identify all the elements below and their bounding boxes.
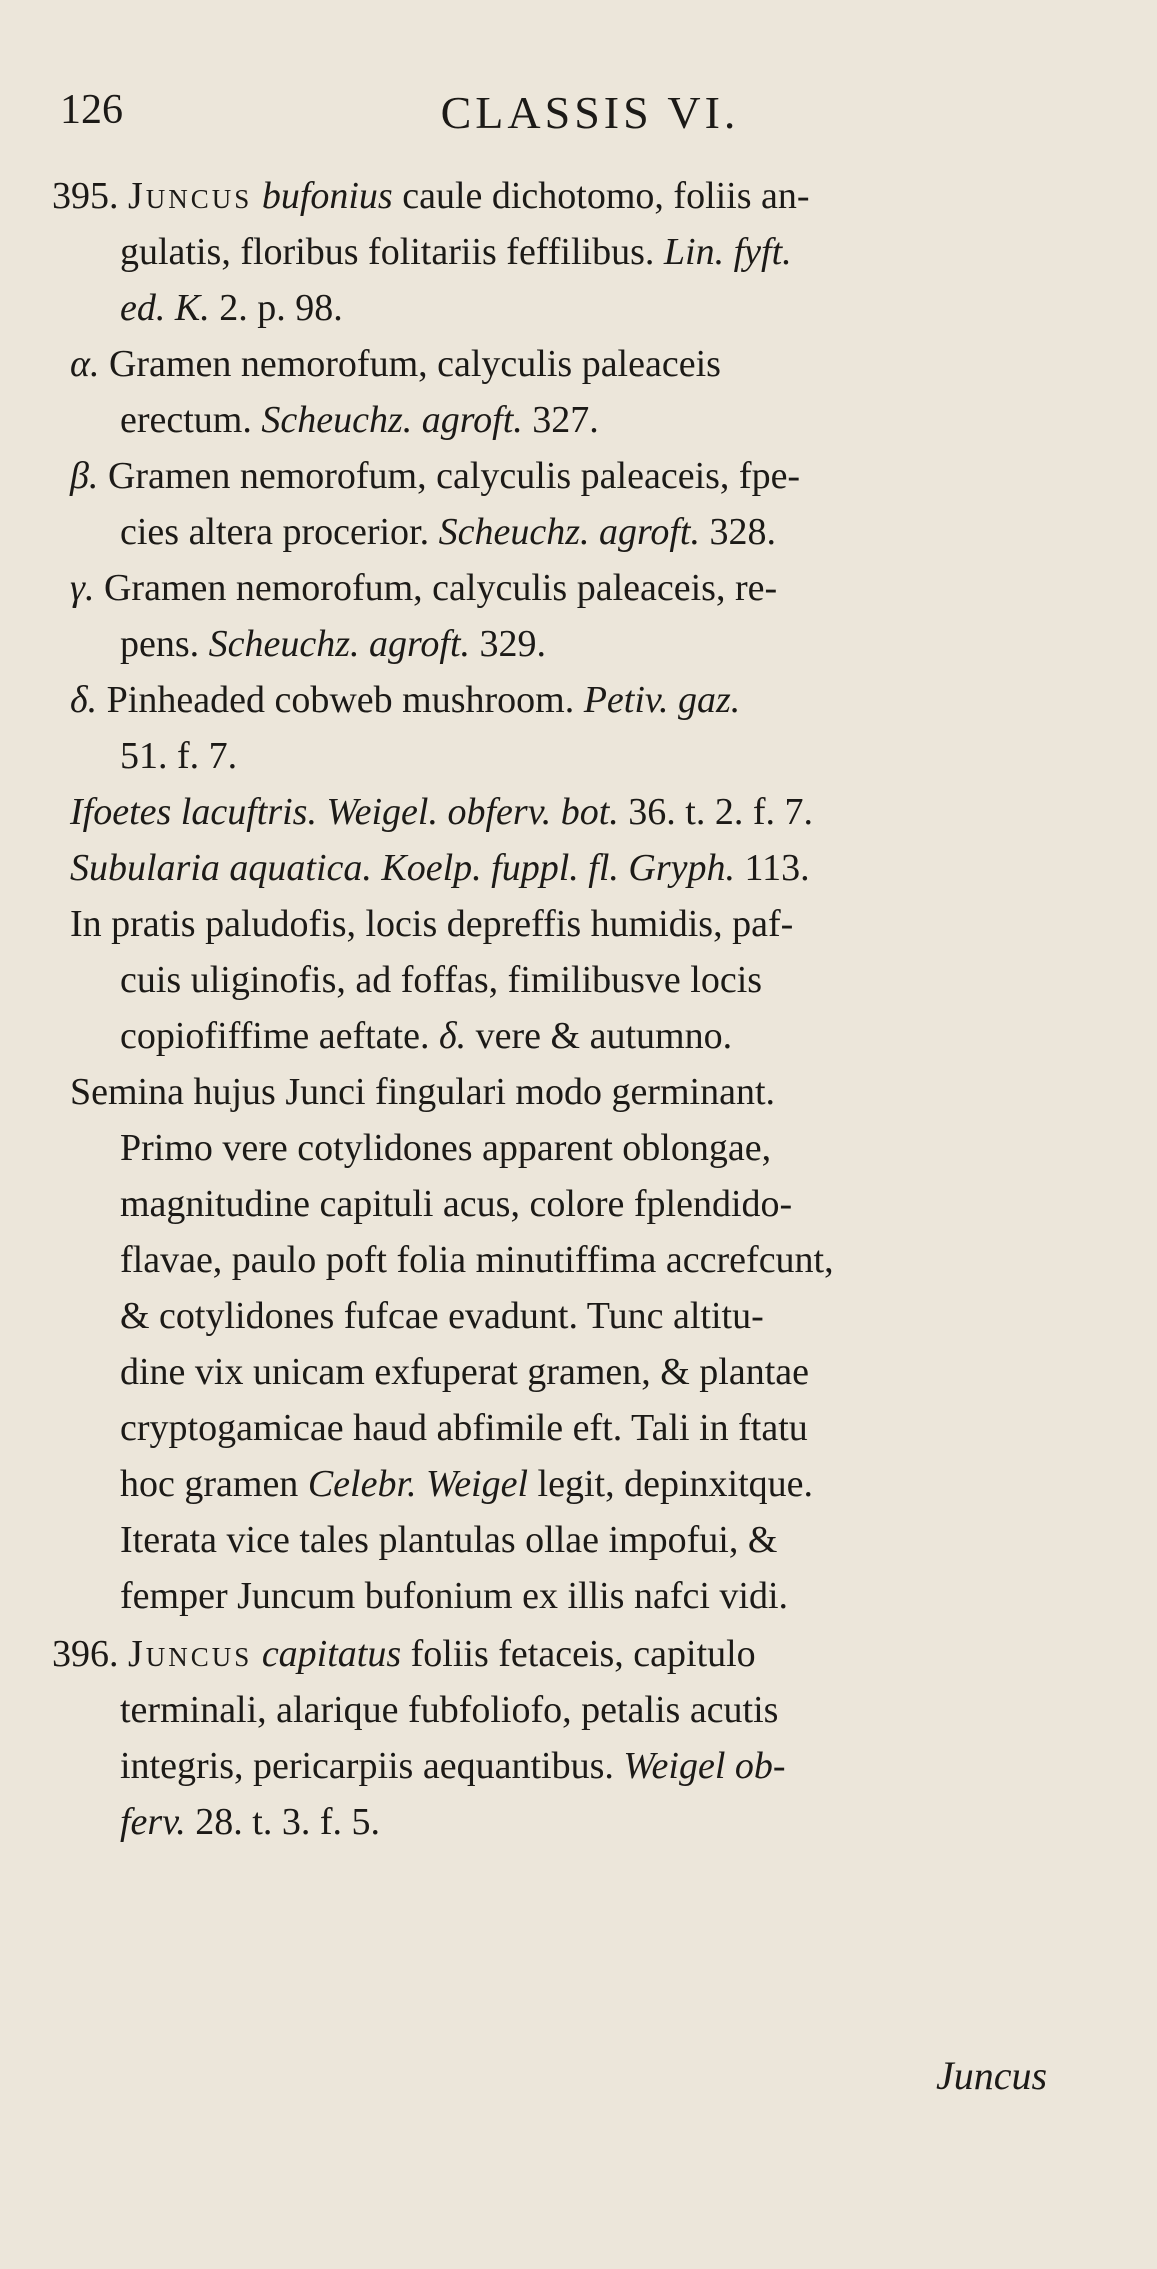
running-title: CLASSIS VI. xyxy=(440,87,740,138)
text-segment: Scheuchz. agroft. xyxy=(261,399,523,441)
text-segment: cies altera procerior. xyxy=(120,511,439,553)
text-segment: Gramen nemorofum, calyculis paleaceis, re- xyxy=(103,567,778,609)
text-segment: 2. p. 98. xyxy=(209,287,343,329)
text-segment: ferv. xyxy=(120,1801,186,1843)
catchword: Juncus xyxy=(936,2053,1048,2098)
text-segment: Petiv. gaz. xyxy=(583,679,741,721)
text-segment: Scheuchz. agroft. xyxy=(208,623,471,665)
text-segment: In pratis paludofis, locis depreffis humidis, paf- xyxy=(70,903,794,945)
text-segment: 396. xyxy=(52,1633,128,1675)
text-line xyxy=(120,224,792,280)
page-header xyxy=(60,86,1120,146)
text-segment: hoc gramen xyxy=(120,1463,308,1505)
text-segment: cuis uliginofis, ad foffas, fimilibusve locis xyxy=(120,959,763,1001)
text-line xyxy=(120,1738,786,1794)
text-segment: gulatis, floribus folitariis feffilibus. xyxy=(120,231,664,273)
text-line xyxy=(120,1344,809,1400)
text-segment: Pinheaded cobweb mushroom. xyxy=(106,679,584,721)
text-segment: Lin. fyft. xyxy=(663,231,792,273)
text-segment xyxy=(252,175,262,217)
text-segment: Semina hujus Junci fingulari modo germinant. xyxy=(70,1071,776,1113)
text-segment: Gramen nemorofum, calyculis paleaceis, fpe- xyxy=(107,455,801,497)
text-segment xyxy=(252,1633,262,1675)
text-segment: 328. xyxy=(700,511,776,553)
text-line xyxy=(120,1682,778,1738)
text-segment: 395. xyxy=(52,175,128,217)
text-segment: 113. xyxy=(734,847,810,889)
text-segment: Iterata vice tales plantulas ollae impofui, & xyxy=(120,1519,778,1561)
text-segment: & cotylidones fufcae evadunt. Tunc altitu- xyxy=(120,1295,764,1337)
text-line xyxy=(70,784,813,840)
text-segment: pens. xyxy=(120,623,209,665)
text-segment: Ifoetes lacuftris. Weigel. obferv. bot. xyxy=(70,791,619,833)
text-segment: foliis fetaceis, capitulo xyxy=(401,1633,756,1675)
text-segment: Juncus xyxy=(128,1633,253,1675)
text-segment: bufonius xyxy=(261,175,393,217)
text-line xyxy=(70,896,793,952)
text-segment: Juncus xyxy=(128,175,253,217)
text-segment: erectum. xyxy=(120,399,262,441)
text-segment: α. xyxy=(70,343,109,385)
text-segment: ed. K. xyxy=(120,287,210,329)
text-line xyxy=(120,1232,834,1288)
text-line xyxy=(120,1456,813,1512)
text-line xyxy=(70,840,810,896)
text-line xyxy=(120,616,546,672)
text-line xyxy=(120,952,762,1008)
text-line xyxy=(120,504,776,560)
text-line xyxy=(52,1626,756,1682)
text-segment: Primo vere cotylidones apparent oblongae, xyxy=(120,1127,772,1169)
text-line xyxy=(120,1512,777,1568)
text-segment: cryptogamicae haud abfimile eft. Tali in ftatu xyxy=(120,1407,808,1449)
text-segment: γ. xyxy=(70,567,104,609)
text-line xyxy=(120,1176,792,1232)
text-line xyxy=(70,336,721,392)
text-line xyxy=(70,560,777,616)
text-segment: 329. xyxy=(470,623,547,665)
text-segment: Scheuchz. agroft. xyxy=(438,511,700,553)
text-line xyxy=(120,1288,764,1344)
text-segment: δ. xyxy=(70,679,107,721)
text-line xyxy=(120,1794,380,1850)
text-line xyxy=(120,1008,732,1064)
text-segment: capitatus xyxy=(261,1633,402,1675)
text-line xyxy=(70,448,800,504)
text-segment: Gramen nemorofum, calyculis paleaceis xyxy=(108,343,721,385)
text-segment: flavae, paulo poft folia minutiffima accrefcunt, xyxy=(120,1239,834,1281)
text-line xyxy=(70,1064,775,1120)
text-segment: magnitudine capituli acus, colore fplendido- xyxy=(120,1183,793,1225)
text-segment: femper Juncum bufonium ex illis nafci vidi. xyxy=(120,1575,789,1617)
page-number: 126 xyxy=(60,87,123,133)
text-segment: Celebr. Weigel xyxy=(307,1463,529,1505)
text-segment: dine vix unicam exfuperat gramen, & plantae xyxy=(120,1351,810,1393)
text-segment: caule dichotomo, foliis an- xyxy=(392,175,810,217)
text-segment: β. xyxy=(70,455,108,497)
text-segment: 36. t. 2. f. 7. xyxy=(618,791,814,833)
text-segment: legit, depinxitque. xyxy=(528,1463,813,1505)
text-line xyxy=(120,1120,771,1176)
text-line xyxy=(52,168,810,224)
text-line xyxy=(120,1568,788,1624)
text-segment: integris, pericarpiis aequantibus. xyxy=(120,1745,624,1787)
text-segment: Subularia aquatica. Koelp. fuppl. fl. Gryph. xyxy=(70,847,735,889)
text-line xyxy=(120,392,599,448)
text-segment: vere & autumno. xyxy=(466,1015,733,1057)
text-segment: 28. t. 3. f. 5. xyxy=(185,1801,380,1843)
text-segment: copiofiffime aeftate. xyxy=(120,1015,439,1057)
text-segment: terminali, alarique fubfoliofo, petalis acutis xyxy=(120,1689,779,1731)
text-line xyxy=(120,1400,808,1456)
text-line xyxy=(120,728,237,784)
text-segment: δ. xyxy=(438,1015,467,1057)
text-segment: 51. f. 7. xyxy=(120,735,238,777)
text-line xyxy=(70,672,740,728)
text-line xyxy=(120,280,343,336)
text-segment: 327. xyxy=(522,399,599,441)
text-segment: Weigel ob- xyxy=(623,1745,786,1787)
